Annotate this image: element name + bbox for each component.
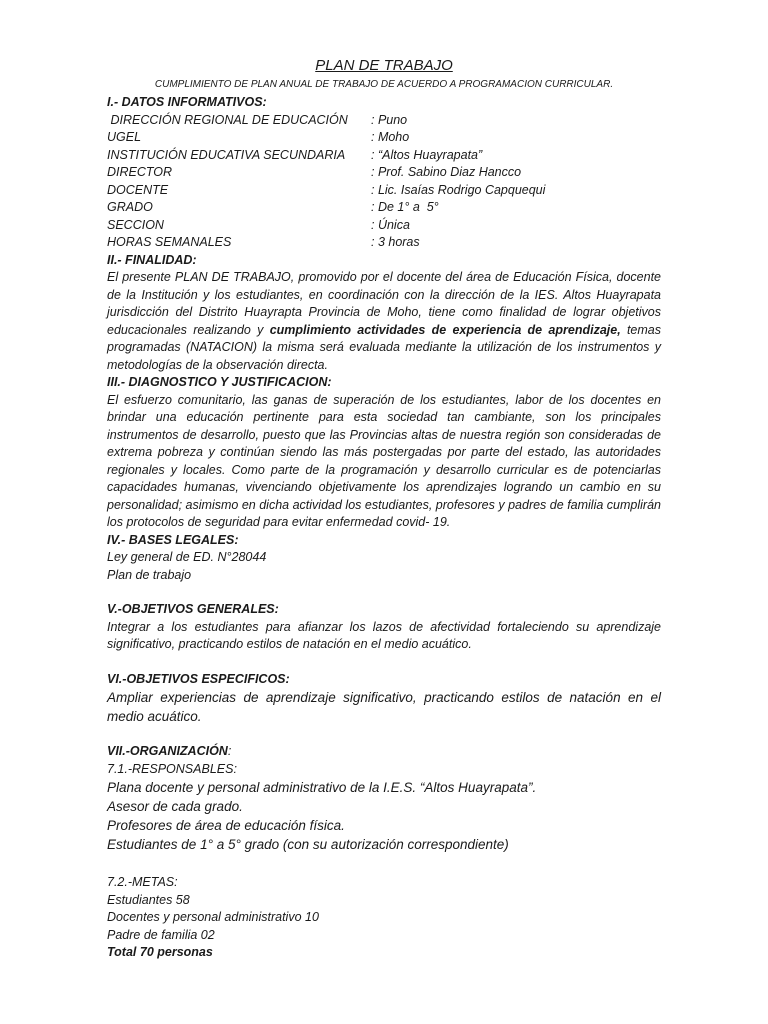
section-heading-diagnostico: III.- DIAGNOSTICO Y JUSTIFICACION: bbox=[107, 375, 332, 389]
metas-total: Total 70 personas bbox=[107, 945, 213, 959]
list-item: Padre de familia 02 bbox=[107, 927, 215, 942]
organizacion-heading-text: VII.-ORGANIZACIÓN bbox=[107, 744, 228, 758]
subsection-heading-metas: 7.2.-METAS: bbox=[107, 875, 178, 889]
list-item: Docentes y personal administrativo 10 bbox=[107, 910, 319, 924]
finalidad-text-b: temas programadas (NATACION) la misma será evaluada mediante la utilización de los instrumentos y metodologías de la observación directa. bbox=[107, 322, 661, 372]
info-label: UGEL bbox=[107, 130, 142, 144]
info-row bbox=[107, 112, 661, 130]
list-item: Plana docente y personal administrativo de la I.E.S. “Altos Huayrapata”. bbox=[107, 780, 537, 795]
info-label: DOCENTE bbox=[107, 182, 169, 197]
info-value: : Puno bbox=[371, 112, 408, 127]
spacer bbox=[107, 726, 661, 743]
info-value: : Prof. Sabino Diaz Hancco bbox=[371, 165, 522, 179]
list-item: Ley general de ED. N°28044 bbox=[107, 550, 267, 564]
info-row bbox=[107, 182, 661, 200]
section-heading-organizacion bbox=[107, 743, 661, 761]
diagnostico-paragraph: El esfuerzo comunitario, las ganas de superación de los estudiantes, labor de los docentes en brindar una educación pertinente para esta sociedad tan cambiante, son los principales instrumentos de desarrollo, puesto que las Provincias altas de nuestra región son consideradas de extrema pobreza y continúan siendo las más postergadas por parte del estado, las autoridades regionales y locales. Como parte de la programación y desarrollo curricular es de potenciarlas capacidades humanas, vivenciando objetivamente los aprendizajes logrando un cambio en su personalidad; asimismo en dicha actividad los estudiantes, profesores y padres de familia cumplirán los protocolos de seguridad para evitar enfermedad covid- 19. bbox=[107, 392, 661, 529]
spacer bbox=[107, 584, 661, 601]
finalidad-text-bold: cumplimiento actividades de experiencia de aprendizaje, bbox=[269, 322, 621, 337]
finalidad-text-a: El presente PLAN DE TRABAJO, promovido por el docente del área de Educación Física, docente de la Institución y los estudiantes, en coordinación con la dirección de la IES. Altos Huayrapata jurisdicción del Distrito Huayrapta Provincia de Moho, tiene como finalidad de lograr objetivos educacionales realizando y bbox=[107, 270, 661, 337]
organizacion-heading-suffix: : bbox=[227, 744, 232, 758]
info-value: : Moho bbox=[371, 130, 410, 144]
info-value: : 3 horas bbox=[371, 235, 420, 249]
info-row bbox=[107, 199, 661, 217]
info-row bbox=[107, 234, 661, 252]
list-item: Estudiantes de 1° a 5° grado (con su autorización correspondiente) bbox=[107, 837, 509, 852]
list-item: Asesor de cada grado. bbox=[107, 799, 243, 814]
section-heading-objetivos-generales: V.-OBJETIVOS GENERALES: bbox=[107, 602, 279, 616]
info-label: SECCION bbox=[107, 217, 164, 232]
document-page bbox=[107, 56, 661, 962]
info-label: GRADO bbox=[107, 200, 153, 214]
info-label: DIRECCIÓN REGIONAL DE EDUCACIÓN bbox=[107, 112, 348, 127]
finalidad-paragraph bbox=[107, 269, 661, 374]
info-value: : Única bbox=[371, 217, 410, 232]
objetivos-especificos-paragraph: Ampliar experiencias de aprendizaje significativo, practicando estilos de natación en el medio acuático. bbox=[107, 690, 661, 724]
list-item: Estudiantes 58 bbox=[107, 892, 190, 907]
spacer bbox=[107, 854, 661, 874]
document-title: PLAN DE TRABAJO bbox=[315, 57, 453, 74]
list-item: Plan de trabajo bbox=[107, 567, 192, 582]
info-row bbox=[107, 164, 661, 182]
document-subtitle: CUMPLIMIENTO DE PLAN ANUAL DE TRABAJO DE ACUERDO A PROGRAMACION CURRICULAR. bbox=[154, 79, 614, 90]
info-value: : De 1° a 5° bbox=[371, 200, 439, 214]
subsection-heading-responsables: 7.1.-RESPONSABLES: bbox=[107, 761, 237, 776]
section-heading-finalidad: II.- FINALIDAD: bbox=[107, 252, 197, 267]
info-table bbox=[107, 112, 661, 252]
objetivos-generales-paragraph: Integrar a los estudiantes para afianzar los lazos de afectividad fortaleciendo su aprendizaje significativo, practicando estilos de natación en el medio acuático. bbox=[107, 619, 661, 651]
section-heading-datos: I.- DATOS INFORMATIVOS: bbox=[107, 95, 267, 109]
section-heading-bases-legales: IV.- BASES LEGALES: bbox=[107, 532, 239, 547]
list-item: Profesores de área de educación física. bbox=[107, 818, 345, 833]
info-label: HORAS SEMANALES bbox=[107, 235, 232, 249]
spacer bbox=[107, 654, 661, 671]
info-label: DIRECTOR bbox=[107, 165, 173, 179]
info-label: INSTITUCIÓN EDUCATIVA SECUNDARIA bbox=[107, 147, 346, 162]
section-heading-objetivos-especificos: VI.-OBJETIVOS ESPECIFICOS: bbox=[107, 671, 290, 686]
info-row bbox=[107, 217, 661, 235]
info-row bbox=[107, 129, 661, 147]
info-value: : “Altos Huayrapata” bbox=[371, 147, 483, 162]
info-value: : Lic. Isaías Rodrigo Capquequi bbox=[371, 182, 546, 197]
info-row bbox=[107, 147, 661, 165]
